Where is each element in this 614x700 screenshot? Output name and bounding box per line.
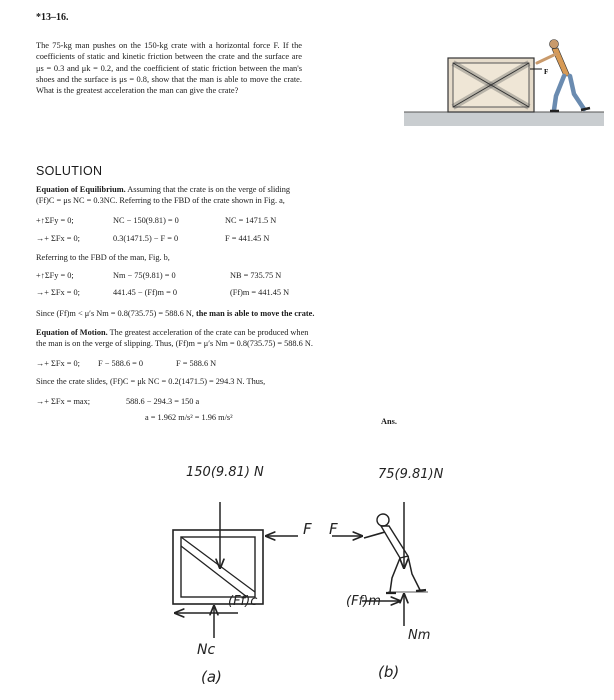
answer-marker: Ans.: [381, 417, 397, 426]
crate-weight-label: 150(9.81) N: [186, 465, 264, 480]
equilibrium-intro-line-2: (Ff)C = μs NC = 0.3NC. Referring to the FBD of the crate shown in Fig. a,: [36, 196, 285, 205]
ground-surface: [404, 112, 604, 126]
figure-force-label: F: [544, 68, 549, 76]
man-friction-label: (Ff)m: [346, 594, 381, 609]
fbd-drawing: [0, 440, 614, 700]
solution-heading: SOLUTION: [36, 164, 103, 178]
crate-friction-label: (Ff)c: [228, 594, 258, 609]
crate-slides-line: Since the crate slides, (Ff)C = μk NC = 0.2(1471.5) = 294.3 N. Thus,: [36, 377, 266, 386]
problem-figure: [404, 36, 604, 126]
equilibrium-intro-line-1: Equation of Equilibrium. Assuming that the crate is on the verge of sliding: [36, 185, 291, 194]
since-statement: Since (Ff)m < μ′s Nm = 0.8(735.75) = 588.6 N, the man is able to move the crate.: [36, 309, 315, 318]
problem-number: *13–16.: [36, 12, 69, 23]
crate-fbd: [173, 502, 298, 638]
acceleration-result: a = 1.962 m/s² = 1.96 m/s²: [145, 413, 233, 422]
motion-line-1: Equation of Motion. The greatest acceleration of the crate can be produced when: [36, 328, 309, 337]
fig-a-label: (a): [201, 668, 222, 686]
crate-normal-label: Nc: [197, 642, 216, 658]
problem-statement: The 75-kg man pushes on the 150-kg crate with a horizontal force F. If the coefficients of static and kinetic friction between the crate and the surface are μs = 0.3 and μk = 0.2, and the coefficient of static friction between the man's shoes and the surface is μs = 0.8, show that the man is able to move the crate. What is the greatest acceleration the man can give the crate?: [36, 41, 302, 96]
man-fbd-intro: Referring to the FBD of the man, Fig. b,: [36, 253, 170, 262]
motion-line-2: the man is on the verge of slipping. Thus, (Ff)m = μ′s Nm = 0.8(735.75) = 588.6 N.: [36, 339, 313, 348]
man-force-label: F: [329, 520, 338, 538]
man-normal-label: Nm: [408, 628, 431, 643]
crate-force-label: F: [303, 520, 312, 538]
man-weight-label: 75(9.81)N: [378, 467, 444, 482]
crate-drawing: [448, 58, 534, 112]
fig-b-label: (b): [378, 663, 400, 681]
